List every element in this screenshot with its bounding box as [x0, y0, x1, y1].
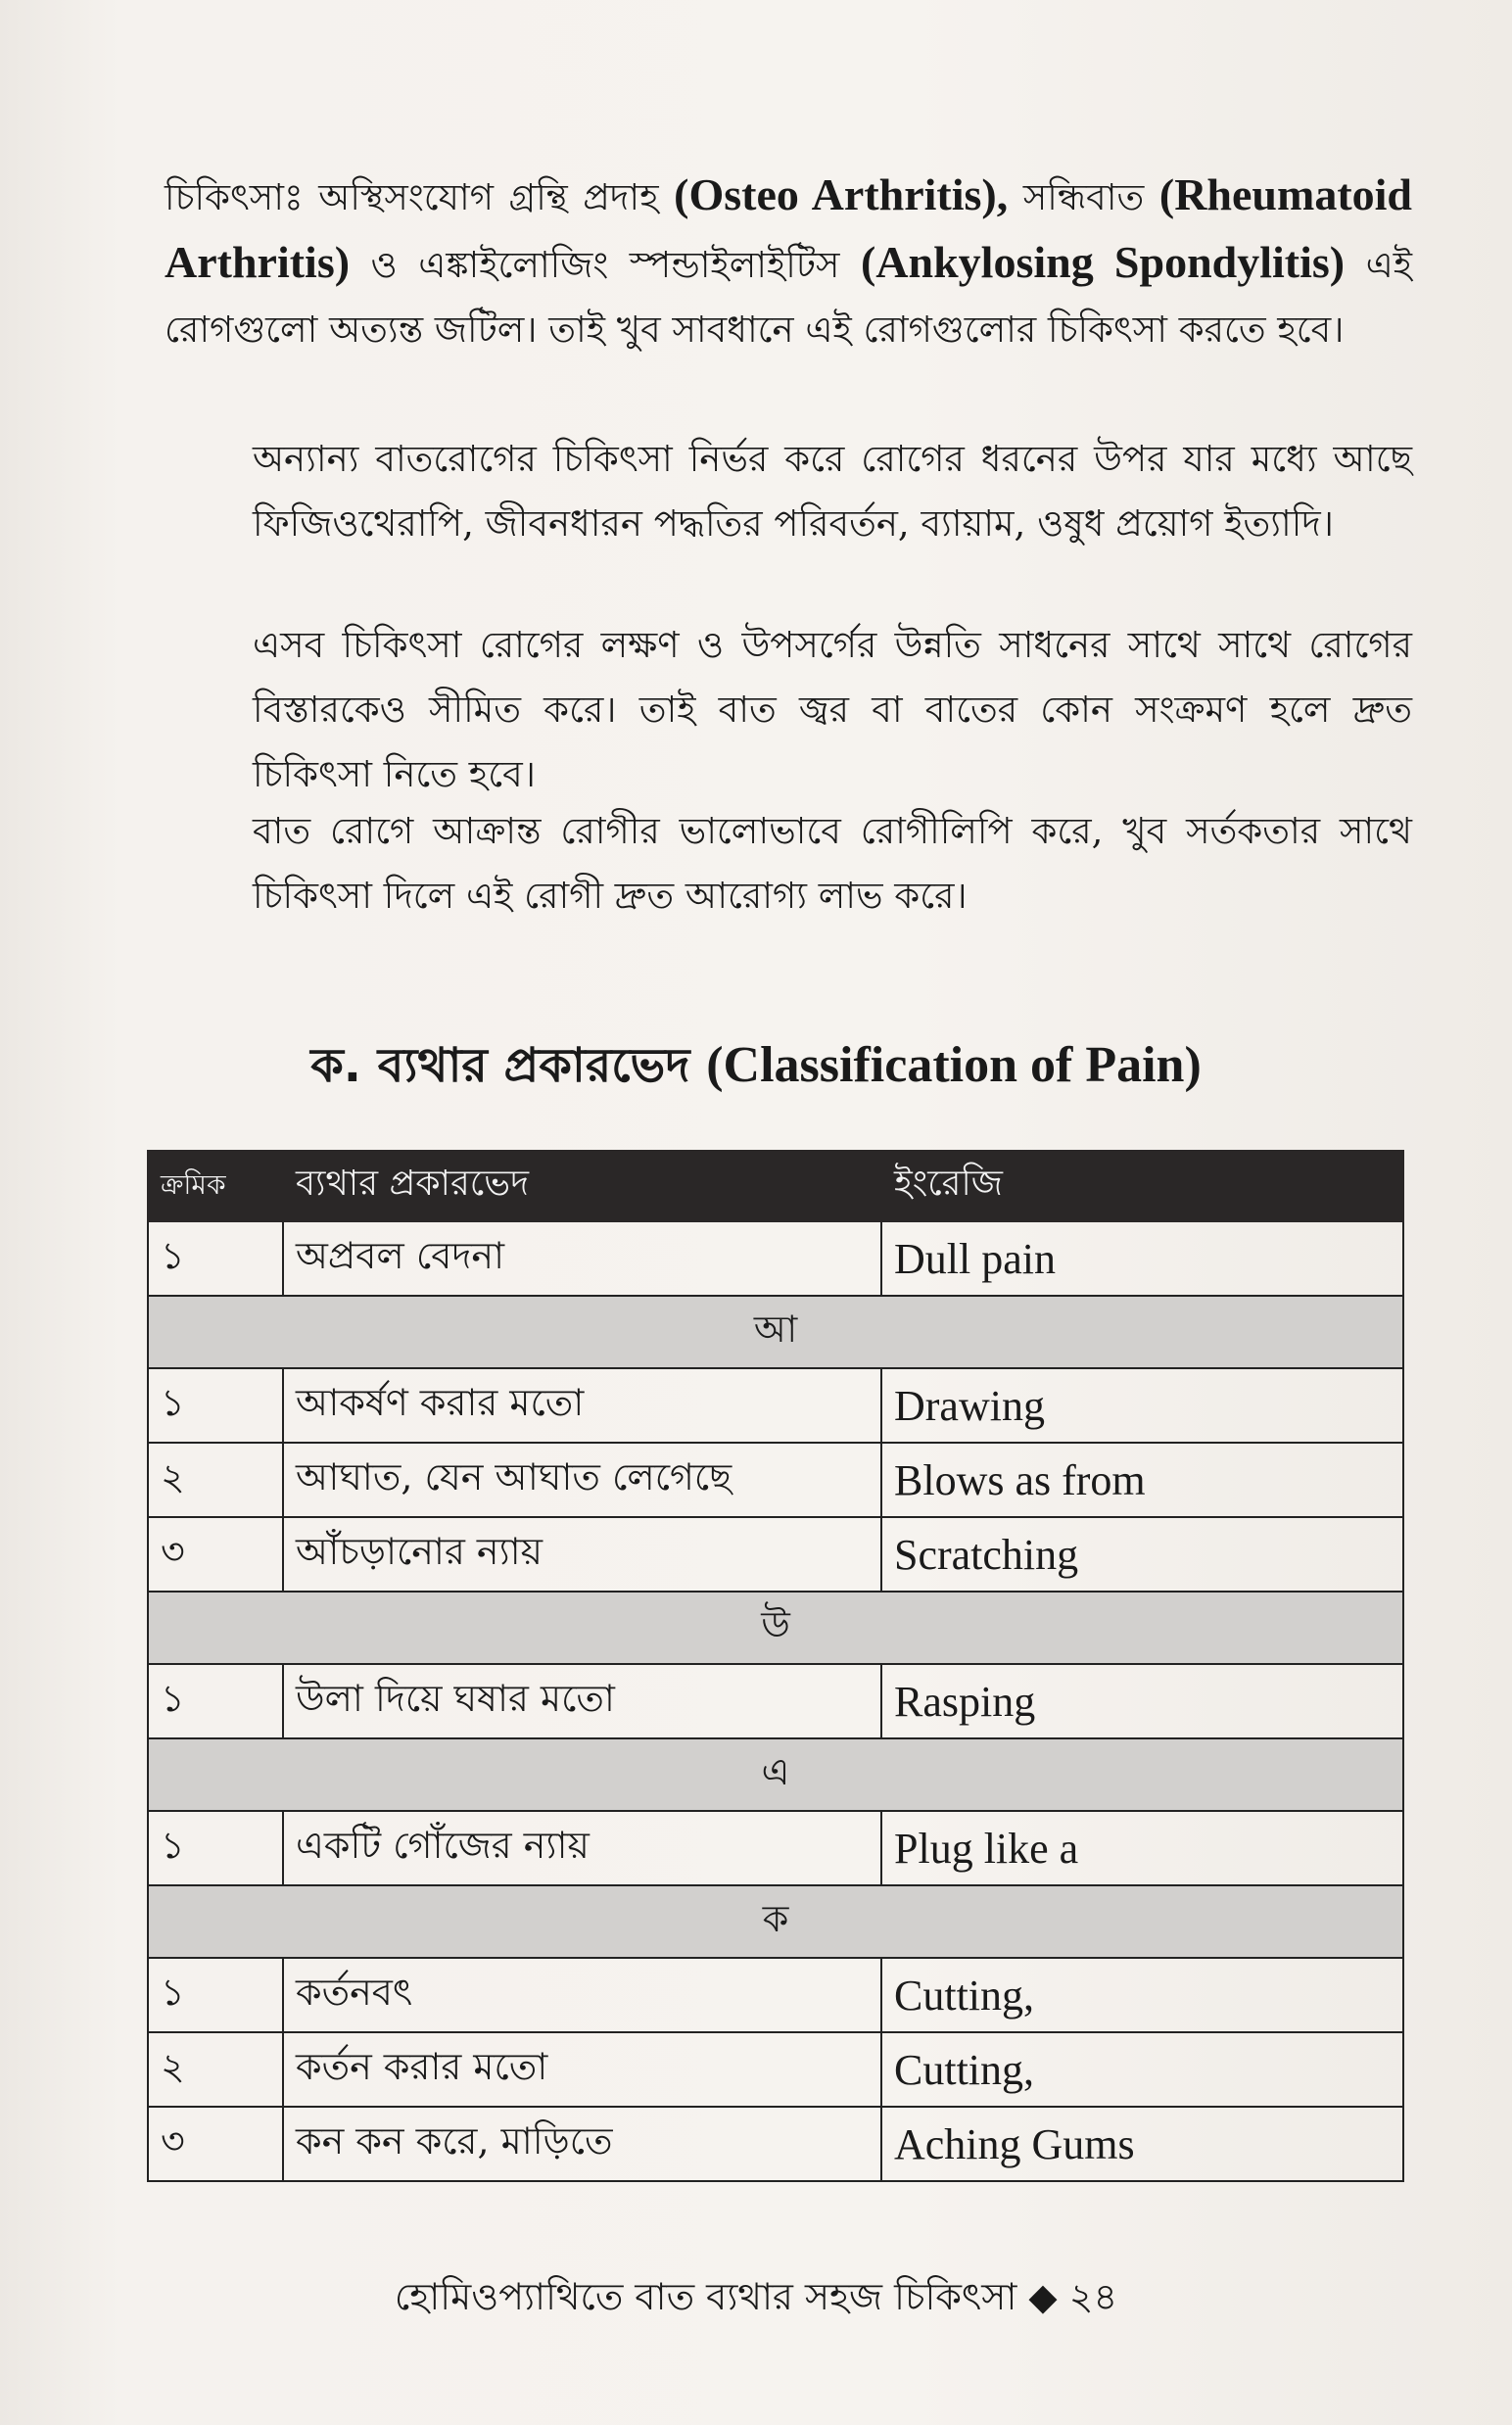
row-pain-english: Scratching	[881, 1517, 1403, 1592]
table-row	[148, 1517, 1403, 1592]
table-group-row	[148, 1885, 1403, 1958]
table-group-row	[148, 1592, 1403, 1664]
heading-bangla: ক. ব্যথার প্রকারভেদ	[310, 1038, 690, 1093]
row-pain-bangla: কন কন করে, মাড়িতে	[283, 2107, 881, 2181]
group-letter: আ	[148, 1296, 1403, 1368]
row-pain-english: Cutting,	[881, 2032, 1403, 2107]
row-pain-english: Rasping	[881, 1664, 1403, 1738]
row-serial: ১	[148, 1664, 283, 1738]
header-pain-type: ব্যথার প্রকারভেদ	[283, 1151, 881, 1221]
row-pain-bangla: আঁচড়ানোর ন্যায়	[283, 1517, 881, 1592]
osteo-arthritis-term: (Osteo Arthritis),	[674, 169, 1009, 219]
paragraph-symptom-control: এসব চিকিৎসা রোগের লক্ষণ ও উপসর্গের উন্নতি সাধনের সাথে সাথে রোগের বিস্তারকেও সীমিত করে। তাই বাত জ্বর বা বাতের কোন সংক্রমণ হলে দ্রুত চিকিৎসা নিতে হবে।	[253, 624, 1412, 795]
table-header-row	[148, 1151, 1403, 1221]
row-pain-bangla: আকর্ষণ করার মতো	[283, 1368, 881, 1443]
row-serial: ৩	[148, 1517, 283, 1592]
row-pain-bangla: উলা দিয়ে ঘষার মতো	[283, 1664, 881, 1738]
page-footer: হোমিওপ্যাথিতে বাত ব্যথার সহজ চিকিৎসা ◆ ২৪	[394, 2275, 1118, 2318]
rheumatoid-arthritis-term: (Rheumatoid Arthritis)	[165, 169, 1412, 287]
heading-english: (Classification of Pain)	[706, 1037, 1202, 1093]
row-serial: ১	[148, 1221, 283, 1296]
section-heading	[0, 1030, 1512, 1108]
table-row	[148, 1443, 1403, 1517]
table-row	[148, 1811, 1403, 1885]
table-row	[148, 2032, 1403, 2107]
row-serial: ২	[148, 2032, 283, 2107]
row-serial: ১	[148, 1958, 283, 2032]
paragraph-other-treatments: অন্যান্য বাতরোগের চিকিৎসা নির্ভর করে রোগের ধরনের উপর যার মধ্যে আছে ফিজিওথেরাপি, জীবনধারন পদ্ধতির পরিবর্তন, ব্যায়াম, ওষুধ প্রয়োগ ইত্যাদি।	[253, 438, 1412, 545]
intro-lead: চিকিৎসাঃ অস্থিসংযোগ গ্রন্থি প্রদাহ	[165, 176, 659, 218]
ankylosing-spondylitis-term: (Ankylosing Spondylitis)	[860, 237, 1346, 287]
row-pain-english: Dull pain	[881, 1221, 1403, 1296]
group-letter: ক	[148, 1885, 1403, 1958]
row-serial: ৩	[148, 2107, 283, 2181]
table-row	[148, 2107, 1403, 2181]
row-pain-english: Aching Gums	[881, 2107, 1403, 2181]
row-pain-bangla: একটি গোঁজের ন্যায়	[283, 1811, 881, 1885]
header-english: ইংরেজি	[881, 1151, 1403, 1221]
row-pain-english: Drawing	[881, 1368, 1403, 1443]
row-serial: ১	[148, 1368, 283, 1443]
pain-classification-table	[147, 1150, 1404, 2182]
group-letter: এ	[148, 1738, 1403, 1811]
row-pain-bangla: আঘাত, যেন আঘাত লেগেছে	[283, 1443, 881, 1517]
group-letter: উ	[148, 1592, 1403, 1664]
row-pain-english: Blows as from	[881, 1443, 1403, 1517]
table-group-row	[148, 1296, 1403, 1368]
row-serial: ১	[148, 1811, 283, 1885]
row-pain-bangla: কর্তন করার মতো	[283, 2032, 881, 2107]
row-pain-english: Cutting,	[881, 1958, 1403, 2032]
table-row	[148, 1664, 1403, 1738]
row-serial: ২	[148, 1443, 283, 1517]
row-pain-bangla: কর্তনবৎ	[283, 1958, 881, 2032]
intro-tail: এই রোগগুলো অত্যন্ত জটিল। তাই খুব সাবধানে এই রোগগুলোর চিকিৎসা করতে হবে।	[165, 244, 1413, 351]
table-row	[148, 1368, 1403, 1443]
paragraph-recovery: বাত রোগে আক্রান্ত রোগীর ভালোভাবে রোগীলিপি করে, খুব সর্তকতার সাথে চিকিৎসা দিলে এই রোগী দ্রুত আরোগ্য লাভ করে।	[253, 810, 1412, 917]
header-serial: ক্রমিক	[148, 1151, 283, 1221]
intro-mid1: সন্ধিবাত	[1022, 176, 1145, 218]
row-pain-english: Plug like a	[881, 1811, 1403, 1885]
row-pain-bangla: অপ্রবল বেদনা	[283, 1221, 881, 1296]
table-group-row	[148, 1738, 1403, 1811]
intro-mid2: ও এঙ্কাইলোজিং স্পন্ডাইলাইটিস	[370, 244, 840, 286]
table-row	[148, 1221, 1403, 1296]
table-row	[148, 1958, 1403, 2032]
paragraph-treatment-intro	[165, 163, 1412, 362]
